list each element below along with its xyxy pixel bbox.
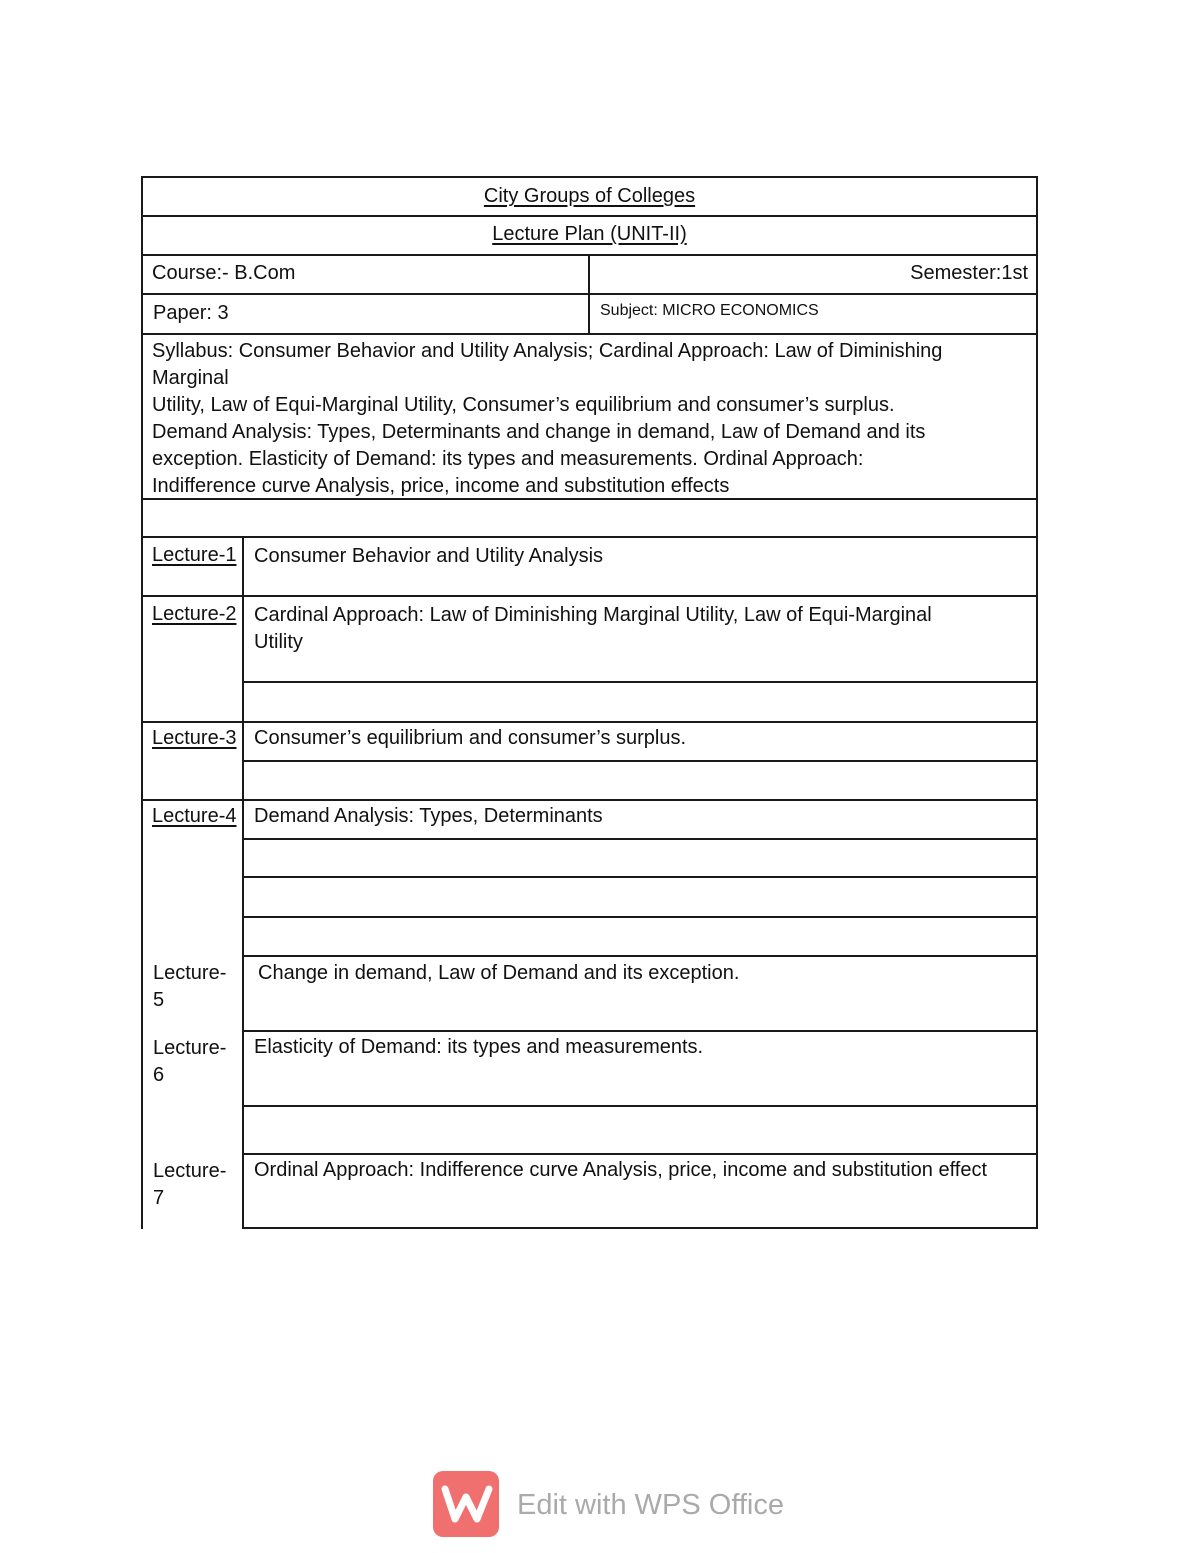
syllabus-line: Utility, Law of Equi-Marginal Utility, Consumer’s equilibrium and consumer’s surplus.: [152, 394, 895, 416]
lecture-6-label: Lecture-: [153, 1037, 227, 1059]
lecture-4-topic: Demand Analysis: Types, Determinants: [254, 805, 603, 827]
plan-title: Lecture Plan (UNIT-II): [492, 223, 687, 245]
wps-logo-icon[interactable]: [433, 1471, 499, 1537]
syllabus-line: Demand Analysis: Types, Determinants and change in demand, Law of Demand and its: [152, 421, 926, 443]
lecture-3-topic: Consumer’s equilibrium and consumer’s surplus.: [254, 727, 687, 749]
lecture-6-topic: Elasticity of Demand: its types and measurements.: [254, 1036, 704, 1058]
lecture-7-topic: Ordinal Approach: Indifference curve Analysis, price, income and substitution effect: [254, 1159, 988, 1181]
lecture-1-topic: Consumer Behavior and Utility Analysis: [254, 545, 604, 567]
lecture-2-topic-cont: Utility: [254, 631, 303, 653]
paper-label: Paper: 3: [153, 302, 229, 324]
course-label: Course:- B.Com: [152, 262, 296, 284]
lecture-5-label: Lecture-: [153, 962, 227, 984]
institution-title: City Groups of Colleges: [483, 185, 696, 207]
syllabus-line: Syllabus: Consumer Behavior and Utility Analysis; Cardinal Approach: Law of Diminishing: [152, 340, 943, 362]
lecture-2-topic: Cardinal Approach: Law of Diminishing Marginal Utility, Law of Equi-Marginal: [254, 604, 932, 626]
semester-label: Semester:1st: [910, 262, 1028, 284]
syllabus-line: exception. Elasticity of Demand: its types and measurements. Ordinal Approach:: [152, 448, 864, 470]
lecture-5-number: 5: [153, 989, 165, 1011]
lecture-3-label: Lecture-3: [152, 727, 237, 749]
lecture-5-topic: Change in demand, Law of Demand and its exception.: [258, 962, 740, 984]
syllabus-line: Marginal: [152, 367, 229, 389]
lecture-7-label: Lecture-: [153, 1160, 227, 1182]
lecture-7-number: 7: [153, 1187, 165, 1209]
lecture-2-label: Lecture-2: [152, 603, 237, 625]
lecture-1-label: Lecture-1: [152, 544, 237, 566]
syllabus-line: Indifference curve Analysis, price, income and substitution effects: [152, 475, 730, 497]
lecture-4-label: Lecture-4: [152, 805, 237, 827]
lecture-6-number: 6: [153, 1064, 165, 1086]
wps-edit-link[interactable]: Edit with WPS Office: [517, 1489, 784, 1521]
subject-label: Subject: MICRO ECONOMICS: [600, 302, 819, 319]
